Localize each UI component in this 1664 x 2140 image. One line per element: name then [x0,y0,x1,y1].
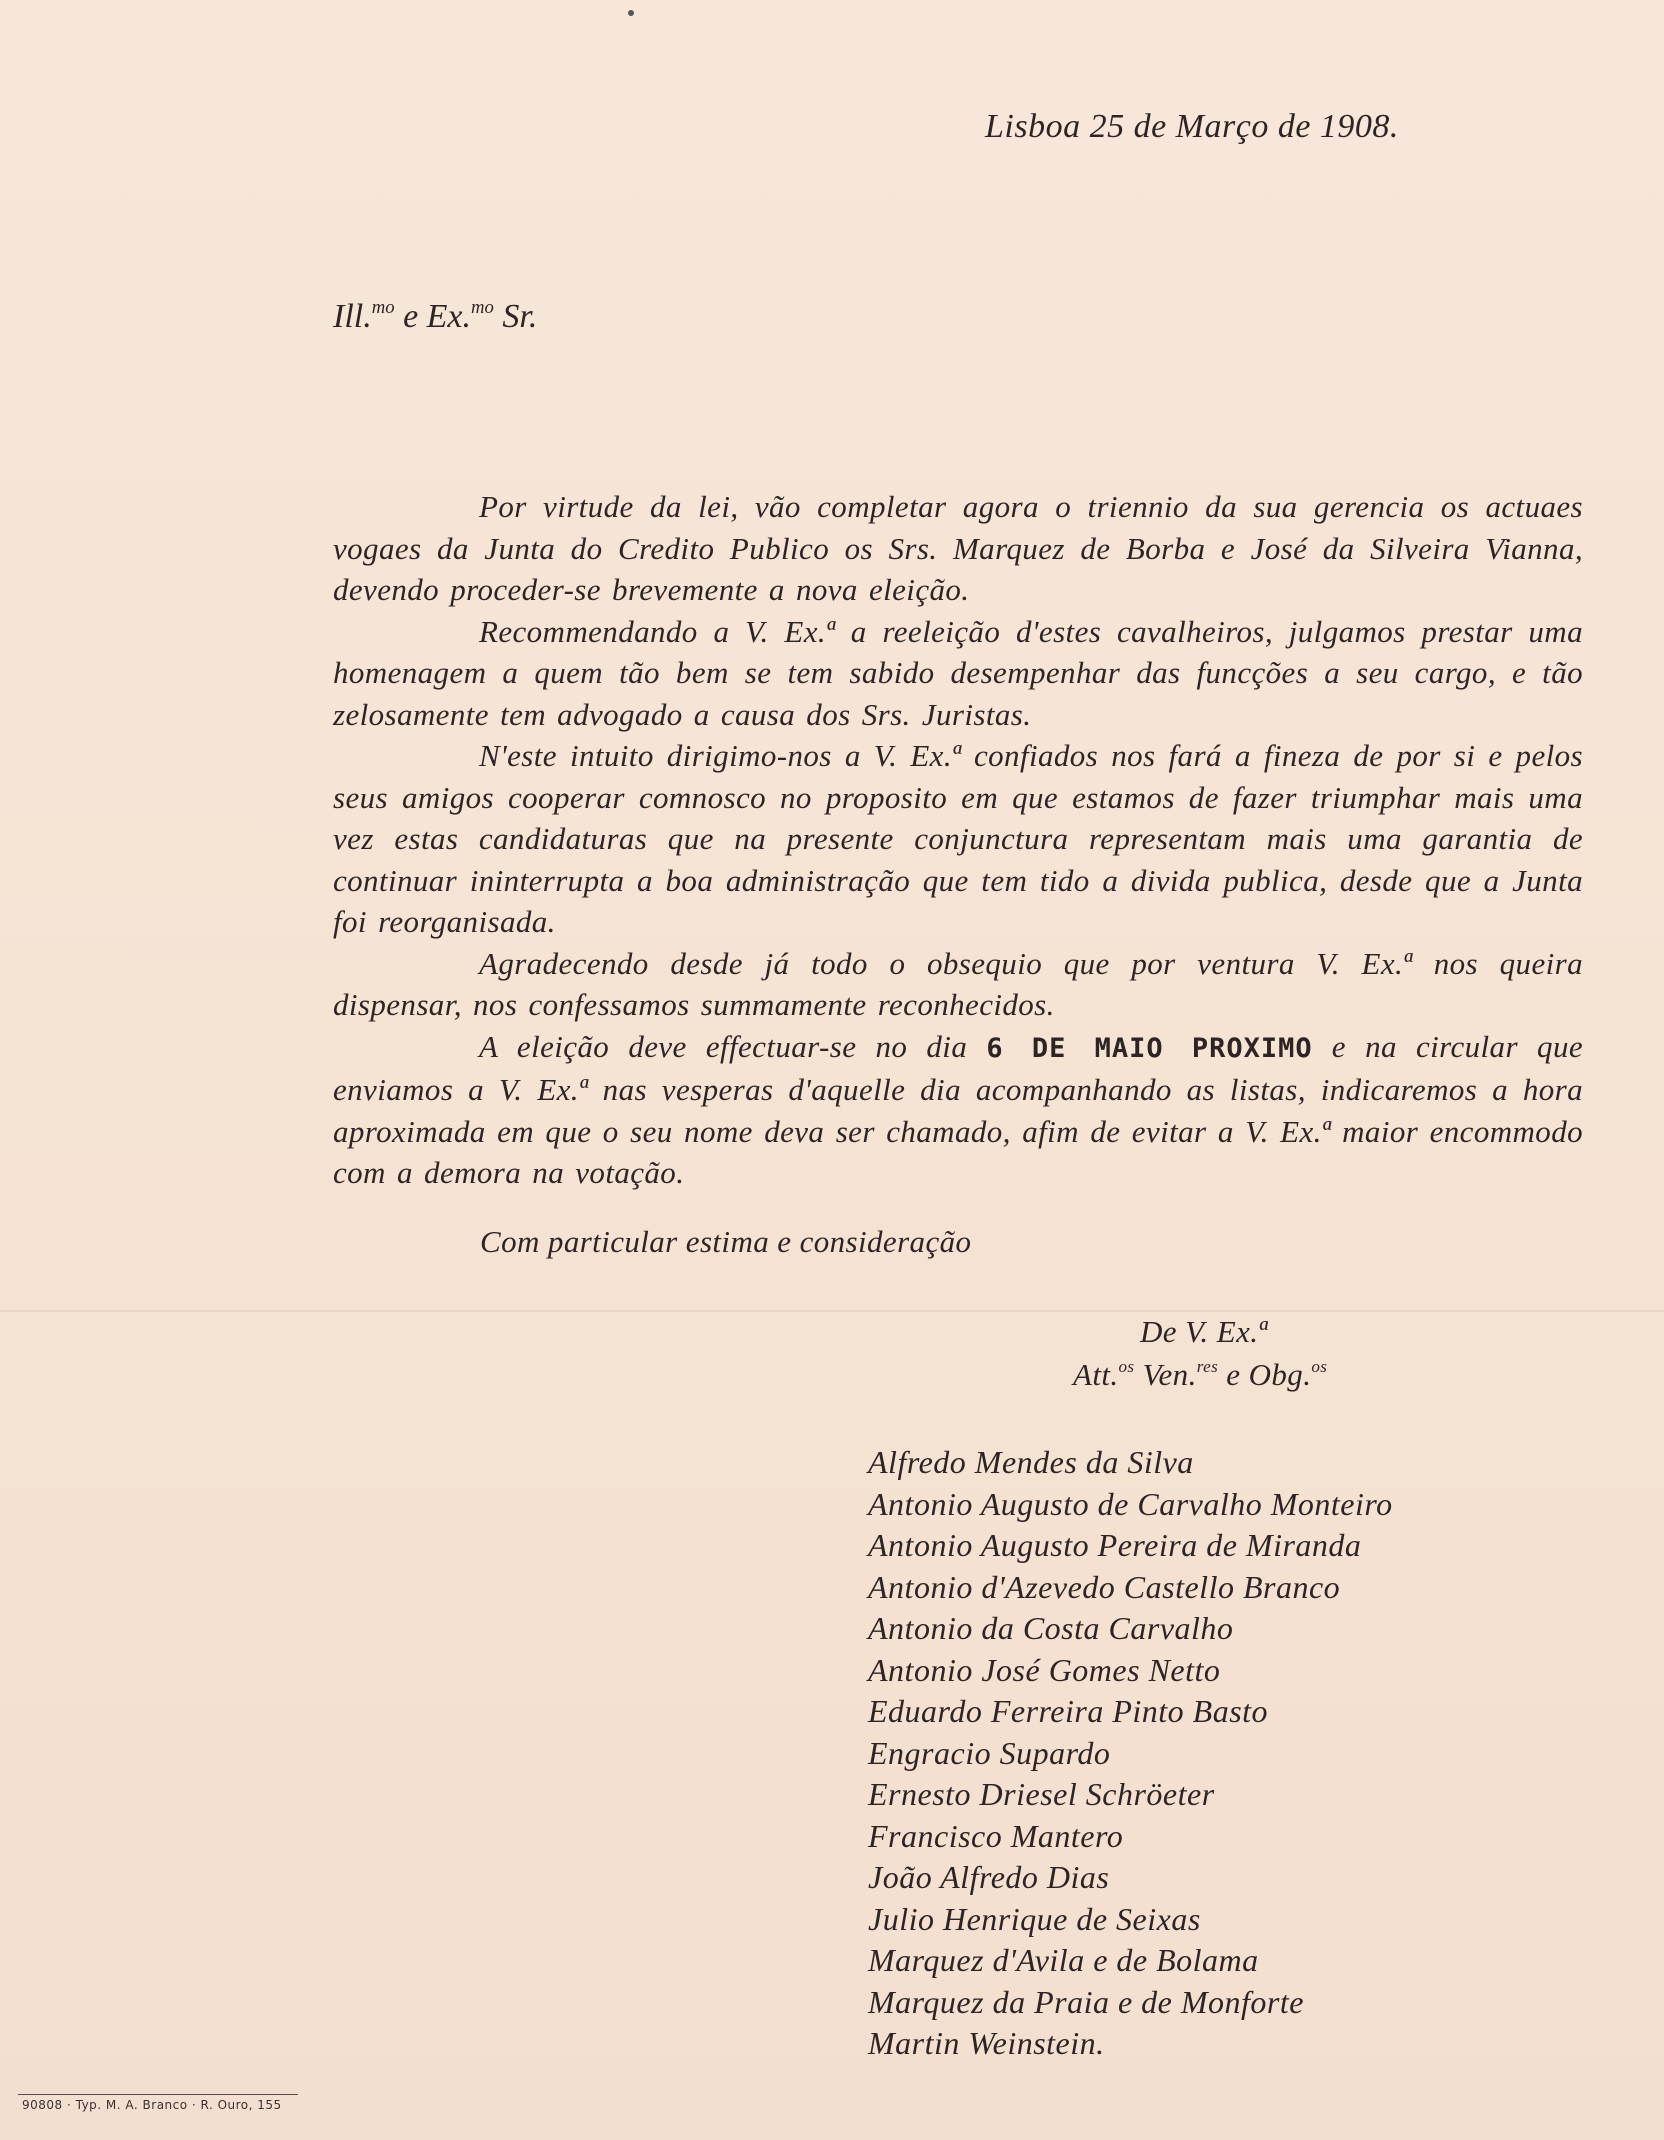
de-vex-line: De V. Ex.ª [1140,1314,1268,1349]
signatory: João Alfredo Dias [868,1859,1110,1895]
signatory: Martin Weinstein. [868,2025,1105,2061]
signatory: Eduardo Ferreira Pinto Basto [868,1693,1269,1729]
paragraph-5 [333,1026,1583,1194]
signatory: Ernesto Driesel Schröeter [868,1776,1215,1812]
att-sup: os [1118,1357,1135,1377]
obg-sup: os [1311,1357,1328,1377]
signatory: Antonio d'Azevedo Castello Branco [868,1568,1341,1605]
salutation-ex-sup: mo [471,296,494,318]
ink-dot [628,10,634,16]
signatory: Antonio José Gomes Netto [868,1651,1221,1688]
signatory: Antonio Augusto Pereira de Miranda [868,1527,1362,1563]
signatory: Antonio Augusto de Carvalho Monteiro [868,1485,1393,1522]
signatory: Francisco Mantero [868,1817,1124,1854]
paragraph-2: Recommendando a V. Ex.ª a reeleição d'estes cavalheiros, julgamos prestar uma homenagem a quem tão bem se tem sabido desempenhar das funcções a seu cargo, e tão zelosamente tem advogado a causa dos Srs. Juristas. [333,613,1583,732]
att-line [1073,1357,1327,1393]
ven-sup: res [1196,1357,1219,1377]
election-date-emphasis: 6 DE MAIO PROXIMO [986,1032,1313,1064]
att-conj: e [1226,1357,1241,1392]
signatory: Julio Henrique de Seixas [868,1900,1201,1937]
paragraph-5-before: A eleição deve effectuar-se no dia [479,1028,968,1064]
salutation-ill-sup: mo [371,296,395,318]
ven-word: Ven. [1142,1357,1197,1392]
signatory: Marquez d'Avila e de Bolama [868,1942,1259,1978]
signatory: Marquez da Praia e de Monforte [868,1983,1304,2020]
paragraph-4: Agradecendo desde já todo o obsequio que por ventura V. Ex.ª nos queira dispensar, nos confessamos summamente reconhecidos. [333,945,1583,1022]
signatory: Antonio da Costa Carvalho [868,1610,1234,1646]
signatory: Alfredo Mendes da Silva [868,1444,1194,1480]
printer-footer: 90808 · Typ. M. A. Branco · R. Ouro, 155 [22,2098,282,2112]
paragraph-3: N'este intuito dirigimo-nos a V. Ex.ª confiados nos fará a fineza de por si e pelos seus amigos cooperar comnosco no proposito em que estamos de fazer triumphar mais uma vez estas candidaturas que na presente conjunctura representam mais uma garantia de continuar ininterrupta a boa administração que tem tido a divida publica, desde que a Junta foi reorganisada. [333,738,1583,939]
obg-word: Obg. [1248,1357,1312,1392]
signatories-list [868,1442,1393,2065]
paragraph-5-after: e na circular que enviamos a V. Ex.ª nas vesperas d'aquelle dia acompanhando as listas, indicaremos a hora aproximada em que o seu nome deva ser chamado, afim de evitar a V. Ex.ª maior encommodo com a demora na votação. [333,1028,1584,1190]
salutation-ill: Ill. [333,298,372,335]
salutation-sr: Sr. [502,298,538,335]
paper-fold [0,1310,1664,1312]
salutation [333,298,537,336]
letter-body [333,486,1583,1194]
salutation-conj: e [403,298,419,335]
att-word: Att. [1073,1357,1119,1392]
paragraph-1: Por virtude da lei, vão completar agora o triennio da sua gerencia os actuaes vogaes da Junta do Credito Publico os Srs. Marquez de Borba e José da Silveira Vianna, devendo proceder-se brevemente a nova eleição. [333,489,1583,607]
closing-line: Com particular estima e consideração [480,1224,972,1259]
signatory: Engracio Supardo [868,1734,1111,1771]
footer-rule [18,2094,298,2095]
salutation-ex: Ex. [426,298,472,335]
letter-date: Lisboa 25 de Março de 1908. [985,108,1399,145]
